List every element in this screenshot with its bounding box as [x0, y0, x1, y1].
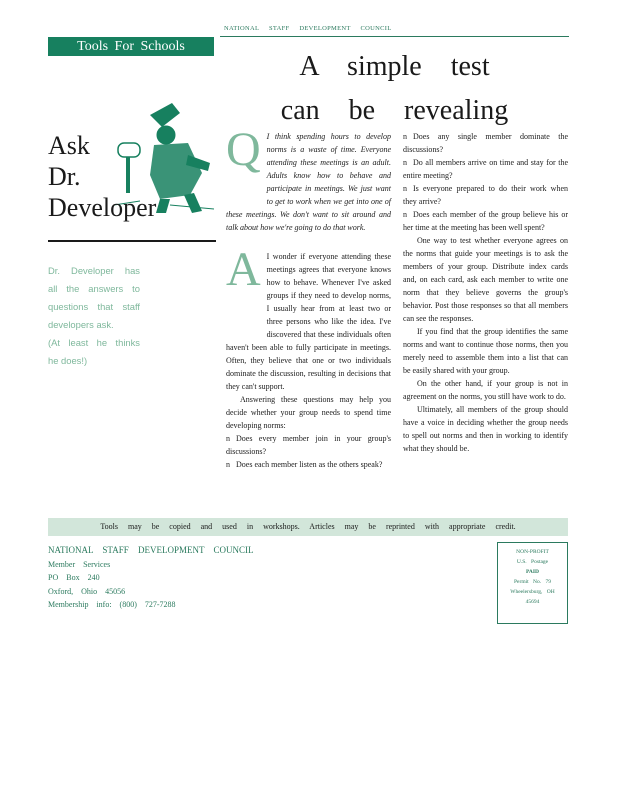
address-line: Member Services [48, 559, 111, 569]
bullet-item: n Does each member of the group believe his or her time at the meeting has been well spent? [403, 210, 568, 232]
page-title [220, 45, 569, 133]
address-line: Membership info: (800) 727-7288 [48, 600, 176, 609]
header-org-line: NATIONAL STAFF DEVELOPMENT COUNCIL [224, 25, 392, 32]
bullet-icon: n [403, 132, 407, 141]
answer-paragraph-4: If you find that the group identifies the same norms and want to continue those norms, then you merely need to assemble them into a list that can be easily shared with your group. [403, 327, 568, 375]
bullet-item: n Is everyone prepared to do their work when they arrive? [403, 184, 568, 206]
answer-paragraph-1: I wonder if everyone attending these meetings agrees that everyone knows how to behave. Whenever I've asked groups if they need to develop norms, I usually hear from at least two or three persons who like the idea. I've discovered that these individuals often haven't been able to fully participate in meetings. Often, they believe that one or two individuals dominate the discussion, resulting in decisions that they can't support. [226, 252, 391, 391]
bullet-icon: n [403, 210, 407, 219]
sidebar-blurb [48, 262, 140, 370]
address-line: Oxford, Ohio 45056 [48, 586, 126, 596]
heading-dr: Dr. [48, 162, 81, 191]
reprint-notice-bar: Tools may be copied and used in workshops. Articles may be reprinted with appropriate credit. [48, 518, 568, 536]
mailing-address [48, 544, 254, 612]
answer-paragraph-6: Ultimately, all members of the group should have a voice in deciding whether the group needs to spell out norms and then in working to identify what they should be. [403, 405, 568, 453]
blurb-line: Dr. Developer has [48, 265, 140, 276]
article-column-2 [403, 130, 568, 455]
answer-paragraph-2: Answering these questions may help you decide whether your group needs to spend time developing norms: [226, 395, 391, 430]
footer-org: NATIONAL STAFF DEVELOPMENT COUNCIL [48, 545, 254, 555]
bullet-icon: n [403, 184, 407, 193]
postage-line: PAID [525, 569, 540, 575]
answer-dropcap: A [226, 243, 261, 296]
postage-indicia [497, 542, 568, 624]
blurb-line: questions that staff [48, 301, 140, 312]
blurb-line: he does!) [48, 355, 88, 366]
postage-line: NON-PROFIT [516, 549, 549, 555]
address-line: PO Box 240 [48, 573, 100, 582]
answer-paragraph-5: On the other hand, if your group is not in agreement on the norms, you still have work to do. [403, 379, 568, 401]
heading-developer: Developer [48, 193, 157, 222]
answer-paragraph-3: One way to test whether everyone agrees on the norms that guide your meetings is to ask the members of your group. Distribute index cards and, on each card, ask each member to write one norm that they believe governs the group's behavior. Post those responses so that all members can see the responses. [403, 236, 568, 323]
bullet-item: n Does any single member dominate the discussions? [403, 132, 568, 154]
blurb-line: developers ask. [48, 319, 114, 330]
bullet-item: n Does every member join in your group's discussions? [226, 434, 391, 456]
ask-dr-developer-heading [48, 130, 156, 223]
question-dropcap: Q [226, 123, 261, 176]
title-line-2: can be revealing [280, 95, 509, 126]
postage-line: 45694 [525, 599, 540, 605]
blurb-line: all the answers to [48, 283, 140, 294]
bullet-icon: n [226, 434, 230, 443]
bullet-item: n Does each member listen as the others speak? [226, 460, 383, 469]
header-rule [220, 36, 569, 37]
blurb-line: (At least he thinks [48, 337, 140, 348]
tools-for-schools-banner: Tools For Schools [48, 37, 214, 56]
postage-line: Wheelersburg, OH [510, 589, 555, 595]
postage-line: U.S. Postage [516, 559, 549, 565]
article-column-1 [226, 123, 391, 471]
sidebar-rule [48, 240, 216, 242]
bullet-icon: n [226, 460, 230, 469]
question-text: I think spending hours to develop norms is a waste of time. Everyone attending these meetings is an adult. Adults know how to behave and participate in meetings. We just want to get to work when we get into one of these meetings. We don't want to sit around and talk about how we're going to do that work. [226, 132, 391, 232]
bullet-icon: n [403, 158, 407, 167]
postage-line: Permit No. 79 [513, 579, 551, 585]
title-line-1: A simple test [299, 51, 490, 82]
bullet-item: n Do all members arrive on time and stay for the entire meeting? [403, 158, 568, 180]
heading-ask: Ask [48, 131, 90, 160]
